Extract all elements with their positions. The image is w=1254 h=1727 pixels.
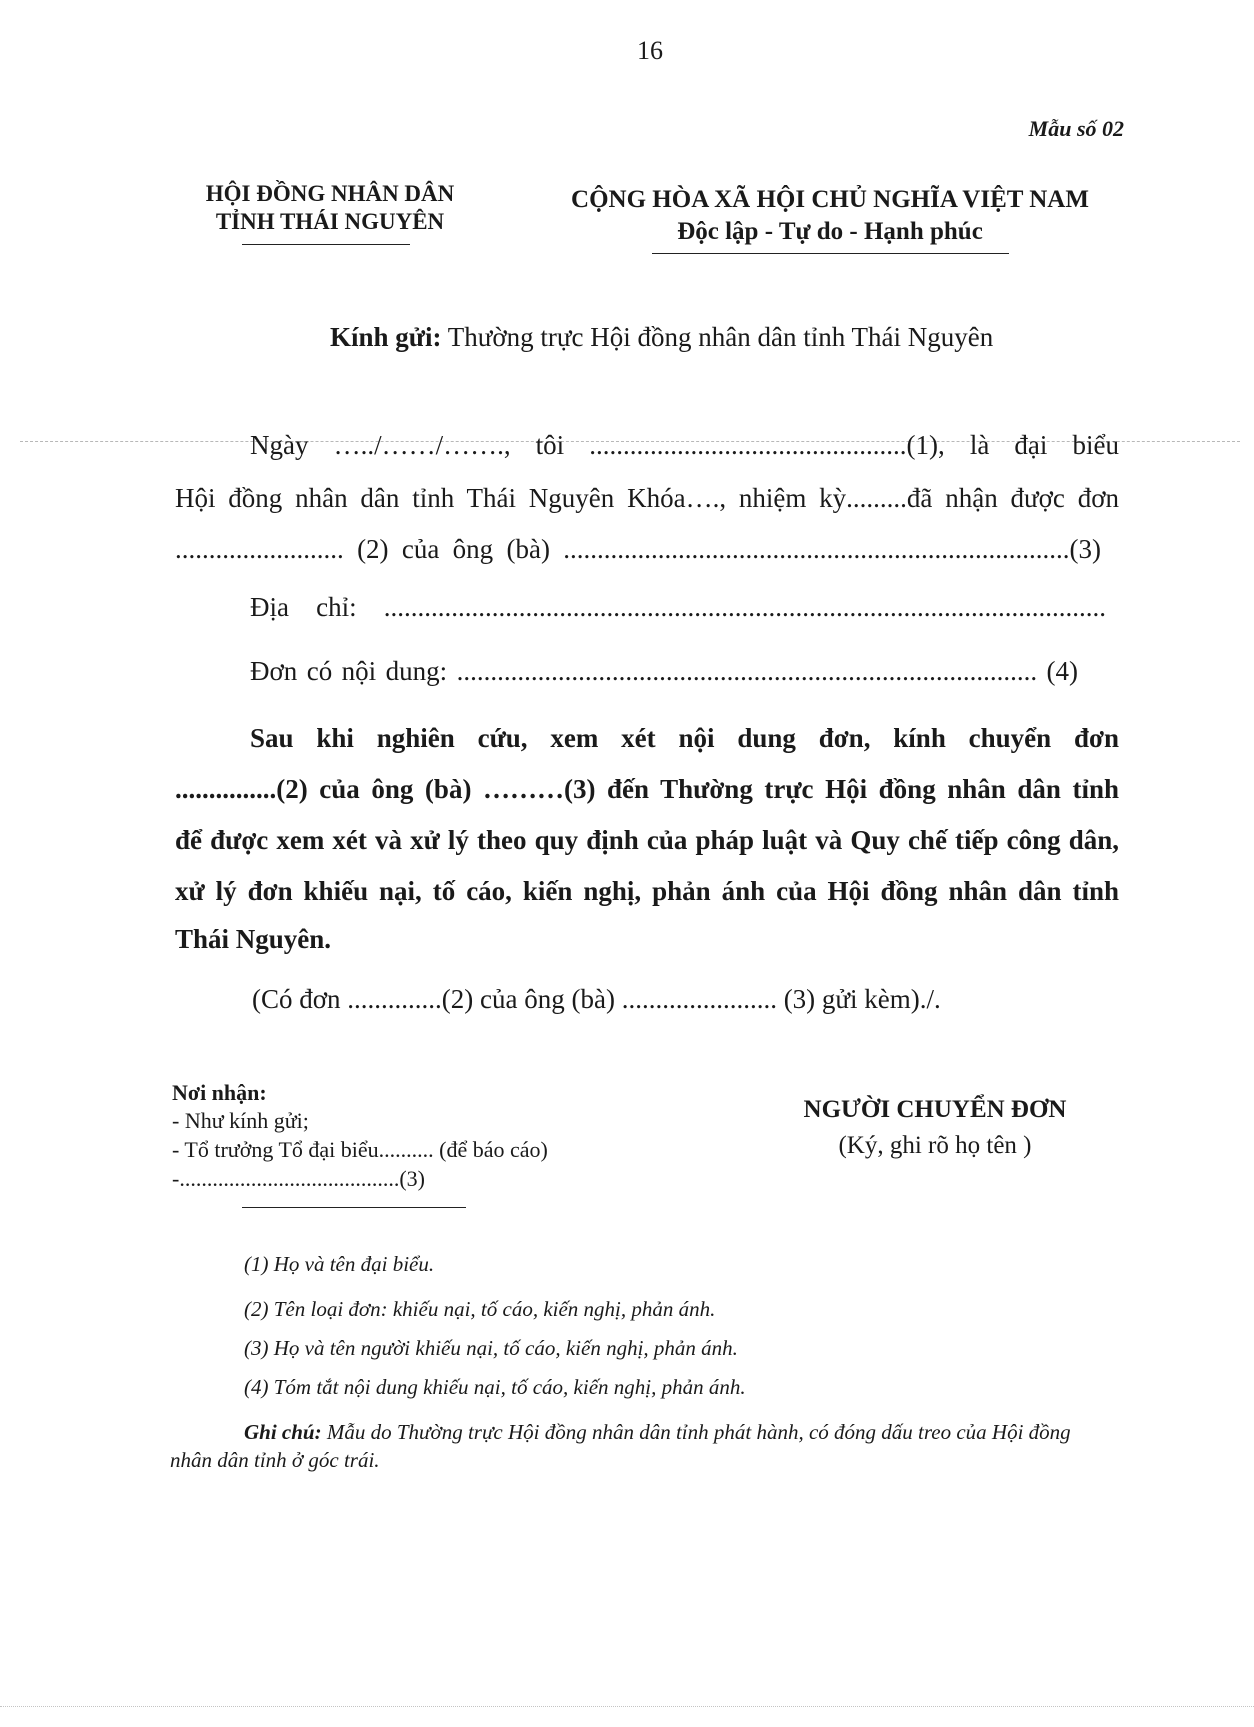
recipients-item: -........................................(3) (172, 1166, 425, 1191)
bold-line-5: Thái Nguyên. (175, 924, 332, 954)
bold-line-4: xử lý đơn khiếu nại, tố cáo, kiến nghị, phản ánh của Hội đồng nhân dân tỉnh (175, 876, 1119, 906)
recipients-item: - Tổ trưởng Tổ đại biểu.......... (để báo cáo) (172, 1137, 548, 1162)
footnote-4: (4) Tóm tắt nội dung khiếu nại, tố cáo, kiến nghị, phản ánh. (244, 1375, 746, 1399)
recipients-label: Nơi nhận: (172, 1080, 267, 1105)
bold-line-1: Sau khi nghiên cứu, xem xét nội dung đơn, kính chuyển đơn (250, 723, 1119, 753)
attachment-line: (Có đơn ..............(2) của ông (bà) ....................... (3) gửi kèm)./. (252, 984, 941, 1014)
footnote-rule (242, 1207, 466, 1208)
issuing-agency-line1: HỘI ĐỒNG NHÂN DÂN (205, 181, 455, 206)
recipient-label: Kính gửi: (330, 322, 442, 352)
note-text: Mẫu do Thường trực Hội đồng nhân dân tỉnh phát hành, có đóng dấu treo của Hội đồng nhân dân tỉnh ở góc trái. (170, 1420, 1071, 1472)
form-number: Mẫu số 02 (1028, 116, 1124, 141)
recipient-line (330, 322, 993, 353)
national-motto: Độc lập - Tự do - Hạnh phúc (677, 218, 983, 245)
motto-underline (652, 253, 1009, 254)
signature-note: (Ký, ghi rõ họ tên ) (838, 1132, 1032, 1159)
body-address: Địa chỉ: ........................................................................................................... (250, 592, 1106, 622)
bold-line-2: ...............(2) của ông (bà) ………(3) đến Thường trực Hội đồng nhân dân tỉnh (175, 774, 1119, 804)
body-content: Đơn có nội dung: ...................................................................................... (4) (250, 656, 1078, 686)
footnote-2: (2) Tên loại đơn: khiếu nại, tố cáo, kiến nghị, phản ánh. (244, 1297, 716, 1321)
body-line-2: Hội đồng nhân dân tỉnh Thái Nguyên Khóa…., nhiệm kỳ.........đã nhận được đơn (175, 483, 1119, 513)
agency-underline (242, 244, 410, 245)
recipients-item: - Như kính gửi; (172, 1108, 309, 1133)
note-paragraph (170, 1418, 1114, 1474)
note-label: Ghi chú: (244, 1420, 322, 1444)
national-header (520, 184, 1140, 248)
body-line-3: ......................... (2) của ông (bà) ...........................................................................(3) (175, 534, 1101, 564)
recipient-text: Thường trực Hội đồng nhân dân tỉnh Thái Nguyên (447, 322, 994, 352)
footnote-3: (3) Họ và tên người khiếu nại, tố cáo, kiến nghị, phản ánh. (244, 1336, 738, 1360)
bold-line-3: để được xem xét và xử lý theo quy định của pháp luật và Quy chế tiếp công dân, (175, 825, 1119, 855)
national-title: CỘNG HÒA XÃ HỘI CHỦ NGHĨA VIỆT NAM (571, 186, 1089, 213)
issuing-agency (170, 180, 490, 236)
scan-bottom-edge (0, 1706, 1254, 1707)
footnote-1: (1) Họ và tên đại biểu. (244, 1252, 435, 1276)
signature-title: NGƯỜI CHUYỂN ĐƠN (803, 1096, 1067, 1123)
page-number: 16 (637, 36, 663, 65)
issuing-agency-line2: TỈNH THÁI NGUYÊN (215, 209, 445, 234)
body-line-1: Ngày …../……/……., tôi ...............................................(1), là đại biểu (250, 430, 1119, 460)
